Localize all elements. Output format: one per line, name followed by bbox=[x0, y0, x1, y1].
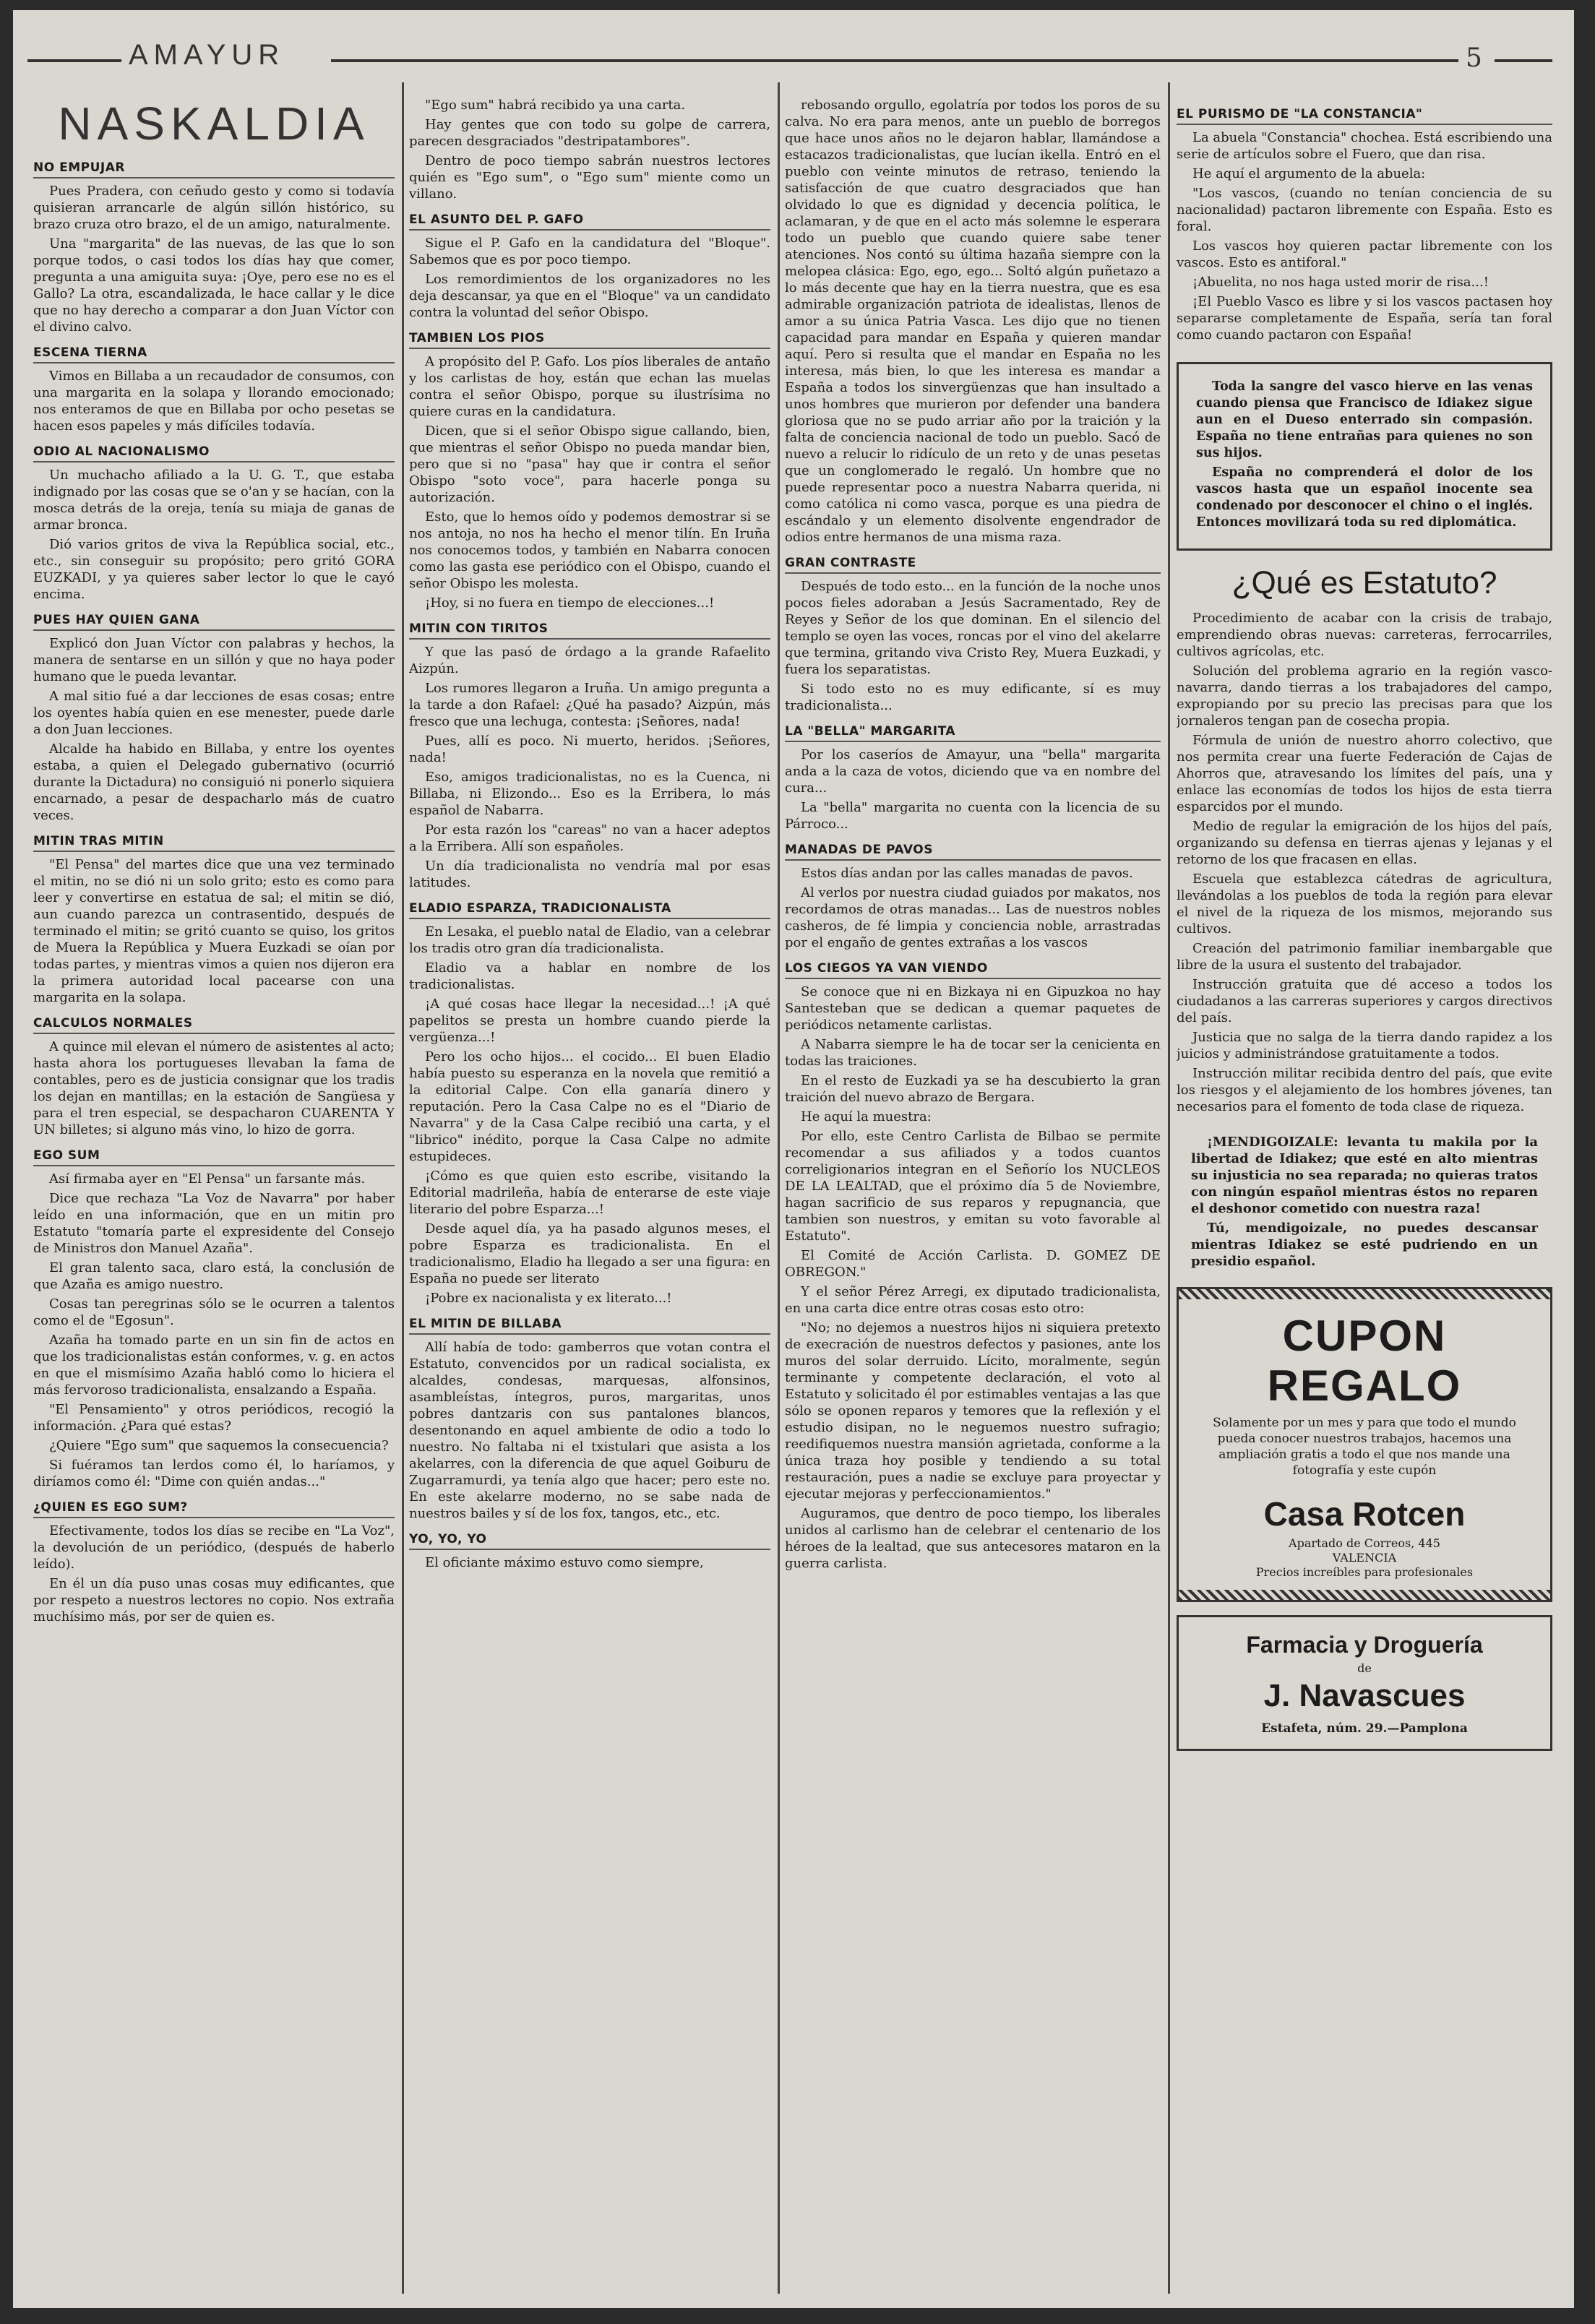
column-divider-3 bbox=[1168, 82, 1170, 2294]
paragraph: Toda la sangre del vasco hierve en las venas cuando piensa que Francisco de Idiakez sigue aun en el Dueso enterrado sin compasión. España no tiene entrañas para quienes no son sus hijos. bbox=[1196, 379, 1533, 460]
article-paragraph: He aquí el argumento de la abuela: bbox=[1192, 166, 1426, 181]
article-paragraph: Esto, que lo hemos oído y podemos demostrar si se nos antoja, no nos ha hecho el menor tilín. En Iruña nos conocemos todos, y también en Nabarra conocen como las gasta ese periódico con el Obispo, cuando el señor Obispo les molesta. bbox=[409, 509, 770, 591]
paragraph: Instrucción militar recibida dentro del país, que evite los riesgos y el alejamiento de los hombres jóvenes, tan necesarios para el fomento de toda clase de riqueza. bbox=[1177, 1066, 1552, 1114]
paragraph: Fórmula de unión de nuestro ahorro colectivo, que nos permita crear una fuerte Federación de Cajas de Ahorros que, atravesando los límites del país, una y enlace las economías de todos los hijos de esta tierra esparcidos por el mundo. bbox=[1177, 733, 1552, 814]
article-paragraph: La "bella" margarita no cuenta con la licencia de su Párroco... bbox=[785, 800, 1161, 832]
article-paragraph: Azaña ha tomado parte en un sin fin de actos en que los tradicionalistas están conformes, v. g. en actos en que el mismísimo Azaña habló como lo hiciera el más fervoroso tradicionalista, ensalzando a España. bbox=[33, 1333, 395, 1398]
article-paragraph: Allí había de todo: gamberros que votan contra el Estatuto, convencidos por un radical socialista, ex alcaldes, condesas, marquesas, alfonsinos, asambleístas, íntegros, puros, margaritas, unos pobres dantzaris con sus pantalones blancos, desentonando en aquel ambiente de odio a todo lo nuestro. No faltaba ni el txistulari que asista a los akelarres, con la diferencia de que aquel Goiburu de Zugarramurdi, ya tenía algo que hacer; pero este no. En este akelarre moderno, no se sabe nada de nuestros bailes y sí de los fox, tangos, etc., etc. bbox=[409, 1340, 770, 1521]
article-paragraph: Hay gentes que con todo su golpe de carrera, parecen desgraciados "destripatambores". bbox=[409, 117, 770, 149]
article-paragraph: El gran talento saca, claro está, la conclusión de que Azaña es amigo nuestro. bbox=[33, 1260, 395, 1292]
article-paragraph: Eso, amigos tradicionalistas, no es la Cuenca, ni Billaba, ni Elizondo... Eso es la Erribera, lo más español de Nabarra. bbox=[409, 770, 770, 818]
article-paragraph: Una "margarita" de las nuevas, de las que lo son porque todos, o casi todos los días hay que comer, pregunta a una amiguita suya: ¡Oye, pero ese no es el Gallo? La otra, escandalizada, le hace callar y le dice que no hay derecho a comparar a don Juan Víctor con el divino calvo. bbox=[33, 236, 395, 335]
article-paragraph: Dió varios gritos de viva la República social, etc., etc., sin conseguir su propósito; pero gritó GORA EUZKADI, y ya quieres saber lector lo que le cayó encima. bbox=[33, 537, 395, 602]
article-paragraph: Si todo esto no es muy edificante, sí es muy tradicionalista... bbox=[785, 681, 1161, 713]
article-headline: ELADIO ESPARZA, TRADICIONALISTA bbox=[409, 901, 770, 919]
newspaper-page bbox=[13, 10, 1574, 2308]
paragraph: Justicia que no salga de la tierra dando rapidez a los juicios y administrándose gratuitamente a todos. bbox=[1177, 1030, 1552, 1062]
article-paragraph: El oficiante máximo estuvo como siempre, bbox=[425, 1555, 704, 1570]
article-paragraph: Explicó don Juan Víctor con palabras y hechos, la manera de sentarse en un sillón y que no haya poder humano que le pueda levantar. bbox=[33, 636, 395, 684]
article-paragraph: ¡A qué cosas hace llegar la necesidad...! ¡A qué papelitos se presta un hombre cuando pierde la vergüenza...! bbox=[409, 997, 770, 1045]
article-headline: EL MITIN DE BILLABA bbox=[409, 1317, 770, 1335]
article-paragraph: Por los caseríos de Amayur, una "bella" margarita anda a la caza de votos, diciendo que va en nombre del cura... bbox=[785, 747, 1161, 796]
article-paragraph: Los vascos hoy quieren pactar libremente con los vascos. Esto es antiforal." bbox=[1177, 238, 1552, 270]
article-paragraph: "El Pensamiento" y otros periódicos, recogió la información. ¿Para qué estas? bbox=[33, 1402, 395, 1434]
article-paragraph: A mal sitio fué a dar lecciones de esas cosas; entre los oyentes había quien en ese menester, puede darle a don Juan lecciones. bbox=[33, 689, 395, 737]
mendigoizale-notice bbox=[1177, 1134, 1552, 1270]
article-paragraph: Y que las pasó de órdago a la grande Rafaelito Aizpún. bbox=[409, 645, 770, 676]
farmacia-name: J. Navascues bbox=[1263, 1678, 1466, 1713]
column-1-articles bbox=[33, 160, 395, 1625]
article-paragraph: Y el señor Pérez Arregi, ex diputado tradicionalista, en una carta dice entre otras cosas esto otro: bbox=[785, 1284, 1161, 1316]
article-paragraph: A quince mil elevan el número de asistentes al acto; hasta ahora los portugueses llevaban la fama de contables, pero es de justicia consignar que los tradis los dejan en mantillas; en la estación de Sangüesa y para el tren especial, se despacharon CUARENTA Y UN billetes; si alguno más vino, lo hizo de gorra. bbox=[33, 1039, 395, 1137]
article-paragraph: A Nabarra siempre le ha de tocar ser la cenicienta en todas las traiciones. bbox=[785, 1037, 1161, 1069]
article-headline: MITIN TRAS MITIN bbox=[33, 834, 395, 852]
column-divider-1 bbox=[402, 82, 404, 2294]
article-headline: CALCULOS NORMALES bbox=[33, 1016, 395, 1034]
article-paragraph: Estos días andan por las calles manadas de pavos. bbox=[801, 866, 1133, 881]
article-paragraph: Pero los ocho hijos... el cocido... El buen Eladio había puesto su esperanza en la novela que remitió a la editorial Calpe. Con ella ganaría dinero y reputación. Pero la Casa Calpe no es el "Diario de Navarra" y de la Casa Calpe recibió una carta, y el "librico" inédito, porque la Casa Calpe no admite estupideces. bbox=[409, 1049, 770, 1164]
article-headline: MITIN CON TIRITOS bbox=[409, 621, 770, 640]
article-headline: EL PURISMO DE "LA CONSTANCIA" bbox=[1177, 107, 1552, 125]
article-paragraph: En Lesaka, el pueblo natal de Eladio, van a celebrar los tradis otro gran día tradicionalista. bbox=[409, 924, 770, 956]
article-paragraph: Eladio va a hablar en nombre de los tradicionalistas. bbox=[409, 960, 770, 992]
estatuto-title: ¿Qué es Estatuto? bbox=[1231, 565, 1497, 601]
article-headline: EL ASUNTO DEL P. GAFO bbox=[409, 212, 770, 231]
paragraph: Medio de regular la emigración de los hijos del país, organizando su defensa en tierras ajenas y lejanas y el retorno de los que fracasen en ellas. bbox=[1177, 819, 1552, 867]
cupon-regalo-ad bbox=[1177, 1287, 1552, 1602]
article-paragraph: ¡Abuelita, no nos haga usted morir de risa...! bbox=[1192, 275, 1489, 290]
article-paragraph: Efectivamente, todos los días se recibe en "La Voz", la devolución de un periódico, (después de haberlo leído). bbox=[33, 1523, 395, 1572]
article-paragraph: Por ello, este Centro Carlista de Bilbao se permite recomendar a sus afiliados y a todos cuantos correligionarios integran en el Señorío los NUCLEOS DE LA LEALTAD, que el próximo día 5 de Noviembre, hagan sacrificio de sus reparos y repugnancia, que tambien son nuestros, y emitan su voto favorable al Estatuto". bbox=[785, 1129, 1161, 1244]
article-paragraph: Los remordimientos de los organizadores no les deja descansar, ya que en el "Bloque" va un candidato contra la voluntad del señor Obispo. bbox=[409, 272, 770, 320]
article-paragraph: "Los vascos, (cuando no tenían conciencia de su nacionalidad) pactaron libremente con España. Esto es foral. bbox=[1177, 186, 1552, 234]
paragraph: Procedimiento de acabar con la crisis de trabajo, emprendiendo obras nuevas: carreteras, ferrocarriles, cultivos agrícolas, etc. bbox=[1177, 611, 1552, 659]
masthead bbox=[27, 39, 1560, 75]
article-paragraph: Al verlos por nuestra ciudad guiados por makatos, nos recordamos de otras manadas... Las de nuestros nobles casheros, de fé limpia y conciencia noble, arrastradas por el engaño de gentes extrañas a los vascos bbox=[785, 885, 1161, 950]
article-headline: LA "BELLA" MARGARITA bbox=[785, 724, 1161, 742]
farmacia-ad bbox=[1177, 1615, 1552, 1751]
paragraph: España no comprenderá el dolor de los vascos hasta que un español inocente sea condenado por desconocer el chino o el inglés. Entonces movilizará toda su red diplomática. bbox=[1196, 465, 1533, 530]
masthead-rule-right bbox=[331, 59, 1458, 62]
article-paragraph: "Ego sum" habrá recibido ya una carta. bbox=[425, 98, 686, 113]
article-paragraph: Un muchacho afiliado a la U. G. T., que estaba indignado por las cosas que se o'an y se hacían, con la mosca detrás de la oreja, tenía su miaja de ganas de armar bronca. bbox=[33, 468, 395, 533]
article-paragraph: Después de todo esto... en la función de la noche unos pocos fieles adoraban a Jesús Sacramentado, Rey de Reyes y Señor de los que dominan. En el silencio del templo se oyen las voces, roncas por el vino del akelarre que termina, gritando viva Cristo Rey, Muera Euzkadi, y fuera los separatistas. bbox=[785, 579, 1161, 677]
article-paragraph: En él un día puso unas cosas muy edificantes, que por respeto a nuestros lectores no copio. Nos extraña muchísimo más, por ser de quien es. bbox=[33, 1576, 395, 1624]
farmacia-title: Farmacia y Droguería bbox=[1246, 1632, 1483, 1658]
cupon-city: VALENCIA bbox=[1332, 1551, 1397, 1565]
article-headline: PUES HAY QUIEN GANA bbox=[33, 613, 395, 631]
article-headline: TAMBIEN LOS PIOS bbox=[409, 331, 770, 349]
article-headline: NO EMPUJAR bbox=[33, 160, 395, 178]
article-paragraph: Por esta razón los "careas" no van a hacer adeptos a la Erribera. Allí son españoles. bbox=[409, 822, 770, 854]
article-paragraph: Así firmaba ayer en "El Pensa" un farsante más. bbox=[49, 1171, 366, 1187]
article-paragraph: Desde aquel día, ya ha pasado algunos meses, el pobre Esparza es tradicionalista. En el tradicionalismo, Eladio ha llegado a ser una figura: en España no puede ser literato bbox=[409, 1221, 770, 1286]
farmacia-de: de bbox=[1357, 1661, 1372, 1675]
article-paragraph: Pues Pradera, con ceñudo gesto y como si todavía quisieran arrancarle de algún sillón histórico, su brazo cruza otro brazo, el de un amigo, naturalmente. bbox=[33, 184, 395, 232]
idiakez-box bbox=[1177, 362, 1552, 551]
article-headline: ODIO AL NACIONALISMO bbox=[33, 444, 395, 462]
article-paragraph: El Comité de Acción Carlista. D. GOMEZ DE OBREGON." bbox=[785, 1248, 1161, 1280]
article-paragraph: Vimos en Billaba a un recaudador de consumos, con una margarita en la solapa y llorando emocionado; nos enteramos de que en Billaba por ocho pesetas se hacen esos papeles y más difíciles todavía. bbox=[33, 369, 395, 434]
article-paragraph: ¿Quiere "Ego sum" que saquemos la consecuencia? bbox=[49, 1438, 389, 1453]
masthead-rule-far-right bbox=[1495, 59, 1552, 62]
farmacia-address: Estafeta, núm. 29.—Pamplona bbox=[1261, 1721, 1468, 1736]
article-paragraph: He aquí la muestra: bbox=[801, 1109, 932, 1124]
article-headline: ESCENA TIERNA bbox=[33, 345, 395, 363]
column-1 bbox=[33, 97, 395, 2308]
article-headline: LOS CIEGOS YA VAN VIENDO bbox=[785, 961, 1161, 979]
column-3-articles bbox=[785, 97, 1161, 1572]
article-headline: EGO SUM bbox=[33, 1148, 395, 1166]
article-headline: ¿QUIEN ES EGO SUM? bbox=[33, 1500, 395, 1518]
article-paragraph: Un día tradicionalista no vendría mal por esas latitudes. bbox=[409, 858, 770, 890]
cupon-address: Apartado de Correos, 445 bbox=[1289, 1536, 1440, 1550]
section-title: NASKALDIA bbox=[58, 98, 370, 150]
paragraph: ¡MENDIGOIZALE: levanta tu makila por la libertad de Idiakez; que esté en alto mientras su injusticia no sea reparada; no quieras tratos con ningún español mientras éstos no reparen el deshonor cometido con nuestra raza! bbox=[1191, 1135, 1538, 1216]
masthead-rule-left bbox=[27, 59, 121, 62]
column-2-articles bbox=[409, 97, 770, 1571]
article-paragraph: Dice que rechaza "La Voz de Navarra" por haber leído en una información, que en un mitin pro Estatuto "tomaría parte el expresidente del Consejo de Ministros don Manuel Azaña". bbox=[33, 1191, 395, 1256]
cupon-brand: Casa Rotcen bbox=[1263, 1495, 1466, 1533]
ad-border-bottom bbox=[1179, 1590, 1550, 1600]
column-3 bbox=[785, 97, 1161, 2308]
article-paragraph: Sigue el P. Gafo en la candidatura del "Bloque". Sabemos que es por poco tiempo. bbox=[409, 236, 770, 267]
article-headline: MANADAS DE PAVOS bbox=[785, 843, 1161, 861]
article-paragraph: Dicen, que si el señor Obispo sigue callando, bien, que mientras el señor Obispo no pueda mandar bien, pero que si no "pasa" hay que ir contra el señor Obispo "soto voce", para hacerle ponga su autorización. bbox=[409, 423, 770, 505]
article-paragraph: Cosas tan peregrinas sólo se le ocurren a talentos como el de "Egosun". bbox=[33, 1296, 395, 1328]
cupon-title: CUPON REGALO bbox=[1267, 1312, 1462, 1410]
paragraph: Escuela que establezca cátedras de agricultura, llevándolas a los pueblos de toda la región para elevar el nivel de la riqueza de los mismos, mejorando sus cultivos. bbox=[1177, 872, 1552, 937]
article-paragraph: ¡Cómo es que quien esto escribe, visitando la Editorial madrileña, había de enterarse de este viaje literario del pobre Esparza...! bbox=[409, 1169, 770, 1217]
article-paragraph: Dentro de poco tiempo sabrán nuestros lectores quién es "Ego sum", o "Ego sum" miente como un villano. bbox=[409, 153, 770, 202]
column-4-articles bbox=[1177, 107, 1552, 343]
masthead-title: AMAYUR bbox=[129, 39, 285, 71]
article-paragraph: Alcalde ha habido en Billaba, y entre los oyentes estaba, a quien el Delegado gubernativo (ocurrió durante la Dictadura) no consiguió ni ponerlo siquiera encarnado, a pesar de despacharlo más de cuatro veces. bbox=[33, 741, 395, 823]
ad-border-top bbox=[1179, 1289, 1550, 1299]
paragraph: Instrucción gratuita que dé acceso a todos los ciudadanos a las carreras superiores y cargos directivos del país. bbox=[1177, 977, 1552, 1025]
column-2 bbox=[409, 97, 770, 2308]
cupon-prices: Precios increíbles para profesionales bbox=[1255, 1565, 1474, 1579]
paragraph: Solución del problema agrario en la región vasco-navarra, dando tierras a los trabajadores del campo, expropiando por su precio las precisas para que los jornaleros tengan pan de cosecha propia. bbox=[1177, 663, 1552, 728]
column-divider-2 bbox=[778, 82, 780, 2294]
article-paragraph: Auguramos, que dentro de poco tiempo, los liberales unidos al carlismo han de celebrar el centenario de los héroes de la lealtad, que sus antecesores mataron en la guerra carlista. bbox=[785, 1506, 1161, 1571]
page-number: 5 bbox=[1466, 43, 1482, 73]
article-paragraph: Pues, allí es poco. Ni muerto, heridos. ¡Señores, nada! bbox=[409, 733, 770, 765]
article-paragraph: ¡El Pueblo Vasco es libre y si los vascos pactasen hoy separarse completamente de España, sería tan foral como cuando pactaron con España! bbox=[1177, 294, 1552, 343]
column-4 bbox=[1177, 97, 1552, 2308]
article-paragraph: En el resto de Euzkadi ya se ha descubierto la gran traición del nuevo abrazo de Bergara. bbox=[785, 1073, 1161, 1105]
article-paragraph: Se conoce que ni en Bizkaya ni en Gipuzkoa no hay Santesteban que se dedican a quemar paquetes de periódicos netamente carlistas. bbox=[785, 984, 1161, 1033]
paragraph: Creación del patrimonio familiar inembargable que libre de la usura el sustento del trabajador. bbox=[1177, 941, 1552, 973]
article-paragraph: "El Pensa" del martes dice que una vez terminado el mitin, no se dió ni un solo grito; esto es como para leer y convertirse en estatua de sal; el mitin se dió, aun cuando parezca un contrasentido, después de terminado el mitin; se gritó cuanto se quiso, los gritos de Muera la República y Muera Euzkadi se oían por todas partes, y mientras vimos a quien nos dijeron era la primera autoridad local pacearse con una margarita en la solapa. bbox=[33, 857, 395, 1005]
article-paragraph: Los rumores llegaron a Iruña. Un amigo pregunta a la tarde a don Rafael: ¿Qué ha pasado? Aizpún, más fresco que una lechuga, contesta: ¡Señores, nada! bbox=[409, 681, 770, 729]
article-paragraph: "No; no dejemos a nuestros hijos ni siquiera pretexto de execración de nuestros defectos y pasiones, ante los muros del solar derruido. Lícito, moralmente, según terminante y competente declaración, el voto al Estatuto y solicitado él por estimables ventajas a las que sólo se oponen reparos y temores que la reflexión y el estudio disipan, no le neguemos nuestro sufragio; reedifiquemos nuestra mansión agrietada, conforme a la única traza hoy posible y tendiendo a su total restauración, pues a nadie se excluye para proyectar y ejecutar mejoras y perfeccionamientos." bbox=[785, 1320, 1161, 1502]
article-headline: YO, YO, YO bbox=[409, 1532, 770, 1550]
article-paragraph: ¡Pobre ex nacionalista y ex literato...! bbox=[425, 1291, 672, 1306]
paragraph: Tú, mendigoizale, no puedes descansar mientras Idiakez se esté pudriendo en un presidio español. bbox=[1191, 1221, 1538, 1269]
article-paragraph: ¡Hoy, si no fuera en tiempo de elecciones...! bbox=[425, 595, 715, 611]
article-paragraph: rebosando orgullo, egolatría por todos los poros de su calva. No era para menos, ante un pueblo de borregos que hace unos años no le dejaron hablar, llamándose a estacazos tradicionalistas, que lucían ikella. Entró en el pueblo con veinte minutos de retraso, teniendo la satisfacción de que cuatro desgraciados que han olvidado lo que es dignidad y decencia política, le aclamaran, y de que en el acto más solemne le esperara todo un pueblo que cuando quiere sabe tener atenciones. Nos contó su última hazaña siempre con la melopea clásica: Ego, ego, ego... Soltó algún puñetazo a lo más decente que hay en la tierra nuestra, que es esa admirable organización patriota de idealistas, llenos de amor a su única Patria Vasca. Les dijo que no tienen capacidad para mandar en España y quieren mandar aquí. Pero si resulta que el mandar en España no les interesa, más bien, lo que les interesa es mandar a España a todos los sinvergüenzas que han insultado a unos hombres que murieron por defender una bandera gloriosa que no se pudo arriar año por la traición y la falta de conciencia nacional de todo un pueblo. Sacó de nuevo a relucir lo ridículo de un reto y de unas pesetas que un conglomerado le regaló. Un hombre que no puede representar poco a nuestra Nabarra querida, ni como católica ni como vasca, porque es una piedra de escándalo y un elemento disolvente engendrador de odios entre hermanos de una misma raza. bbox=[785, 98, 1161, 545]
article-paragraph: La abuela "Constancia" chochea. Está escribiendo una serie de artículos sobre el Fuero, que dan risa. bbox=[1177, 130, 1552, 162]
article-paragraph: Si fuéramos tan lerdos como él, lo haríamos, y diríamos como él: "Dime con quién andas..." bbox=[33, 1458, 395, 1489]
article-headline: GRAN CONTRASTE bbox=[785, 556, 1161, 574]
cupon-text: Solamente por un mes y para que todo el mundo pueda conocer nuestros trabajos, hacemos una ampliación gratis a todo el que nos mande una fotografía y este cupón bbox=[1213, 1416, 1516, 1478]
estatuto-list bbox=[1177, 610, 1552, 1115]
article-paragraph: A propósito del P. Gafo. Los píos liberales de antaño y los carlistas de hoy, están que echan las muelas contra el señor Obispo, porque su ilustrísima no quiere curas en la candidatura. bbox=[409, 354, 770, 419]
